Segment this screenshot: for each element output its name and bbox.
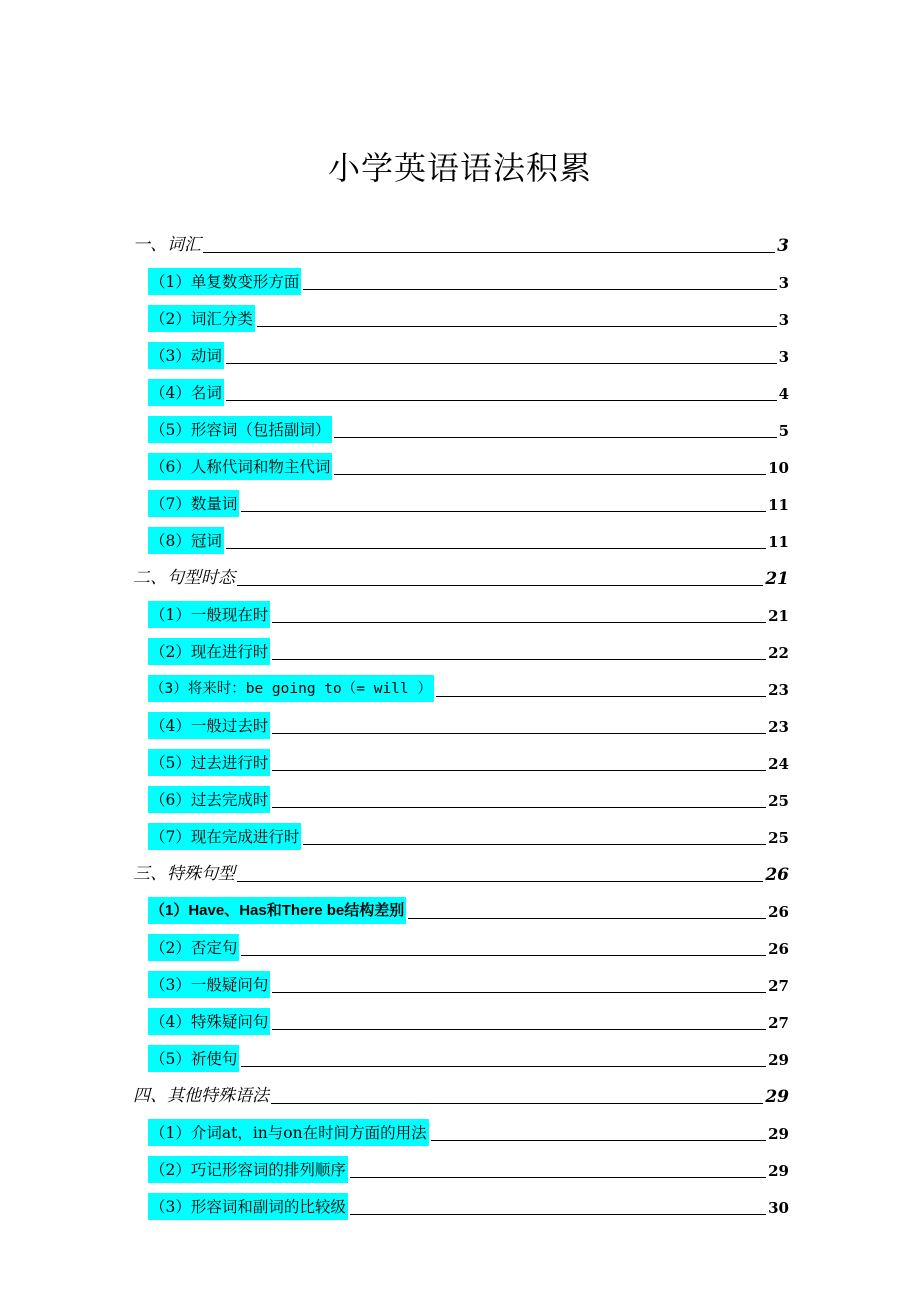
- toc-page-number: 21: [765, 569, 789, 589]
- toc-entry-have-has-there-be[interactable]: [148, 894, 789, 924]
- toc-leader-line: [350, 1176, 766, 1178]
- toc-leader-line: [272, 1028, 766, 1030]
- toc-entry-simple-present[interactable]: [148, 598, 789, 628]
- toc-leader-line: [241, 510, 766, 512]
- toc-entry-nouns[interactable]: [148, 376, 789, 406]
- toc-entry-adjectives[interactable]: [148, 413, 789, 443]
- toc-entry-label: （5）祈使句: [148, 1045, 239, 1072]
- toc-entry-comparatives[interactable]: [148, 1190, 789, 1220]
- toc-leader-line: [226, 362, 777, 364]
- toc-section-other-grammar[interactable]: [133, 1079, 789, 1109]
- toc-entry-adjective-order[interactable]: [148, 1153, 789, 1183]
- toc-page-number: 22: [768, 644, 789, 662]
- toc-entry-label: 二、句型时态: [133, 568, 235, 588]
- toc-entry-label: 四、其他特殊语法: [133, 1086, 269, 1106]
- toc-page-number: 23: [768, 681, 789, 699]
- toc-entry-label: （5）形容词（包括副词）: [148, 416, 332, 443]
- toc-entry-yes-no-questions[interactable]: [148, 968, 789, 998]
- toc-entry-label: （4）名词: [148, 379, 224, 406]
- toc-section-special-sentences[interactable]: [133, 857, 789, 887]
- toc-leader-line: [350, 1213, 766, 1215]
- toc-entry-time-prepositions[interactable]: [148, 1116, 789, 1146]
- toc-entry-label: （5）过去进行时: [148, 749, 270, 776]
- toc-entry-label: （6）人称代词和物主代词: [148, 453, 332, 480]
- toc-leader-line: [334, 436, 776, 438]
- toc-entry-label: （6）过去完成时: [148, 786, 270, 813]
- toc-page-number: 24: [768, 755, 789, 773]
- toc-entry-label: （2）现在进行时: [148, 638, 270, 665]
- toc-entry-label: （3）一般疑问句: [148, 971, 270, 998]
- toc-page-number: 29: [768, 1051, 789, 1069]
- toc-leader-line: [241, 1065, 766, 1067]
- toc-page-number: 5: [778, 422, 789, 440]
- toc-entry-label: （1）介词at，in与on在时间方面的用法: [148, 1119, 429, 1146]
- toc-page-number: 25: [768, 792, 789, 810]
- toc-page-number: 29: [768, 1162, 789, 1180]
- toc-leader-line: [271, 1102, 763, 1104]
- toc-entry-articles[interactable]: [148, 524, 789, 554]
- toc-page-number: 27: [768, 1014, 789, 1032]
- toc-entry-label: （1）单复数变形方面: [148, 268, 301, 295]
- toc-entry-negative-sentences[interactable]: [148, 931, 789, 961]
- toc-entry-plural-forms[interactable]: [148, 265, 789, 295]
- toc-entry-past-continuous[interactable]: [148, 746, 789, 776]
- toc-page-number: 27: [768, 977, 789, 995]
- toc-leader-line: [272, 621, 766, 623]
- toc-entry-label: （7）现在完成进行时: [148, 823, 301, 850]
- toc-page-number: 4: [778, 385, 789, 403]
- toc-entry-label: 三、特殊句型: [133, 864, 235, 884]
- toc-page-number: 3: [778, 348, 789, 366]
- toc-leader-line: [334, 473, 766, 475]
- toc-entry-wh-questions[interactable]: [148, 1005, 789, 1035]
- toc-leader-line: [272, 991, 766, 993]
- toc-entry-label: （2）否定句: [148, 934, 239, 961]
- toc-page-number: 21: [768, 607, 789, 625]
- toc-entry-past-perfect[interactable]: [148, 783, 789, 813]
- toc-entry-label: （1）Have、Has和There be结构差别: [148, 897, 406, 924]
- toc-leader-line: [272, 769, 766, 771]
- toc-page-number: 29: [765, 1087, 789, 1107]
- toc-page-number: 30: [768, 1199, 789, 1217]
- toc-entry-label: （1）一般现在时: [148, 601, 270, 628]
- toc-page-number: 25: [768, 829, 789, 847]
- toc-page-number: 29: [768, 1125, 789, 1143]
- toc-entry-simple-past[interactable]: [148, 709, 789, 739]
- toc-leader-line: [303, 288, 776, 290]
- toc-page-number: 11: [768, 496, 789, 514]
- toc-entry-label: 一、词汇: [133, 235, 201, 255]
- toc-page-number: 10: [768, 459, 789, 477]
- toc-entry-present-perfect-continuous[interactable]: [148, 820, 789, 850]
- toc-entry-label: （3）形容词和副词的比较级: [148, 1193, 348, 1220]
- toc-section-vocabulary[interactable]: [133, 228, 789, 258]
- toc-section-tenses[interactable]: [133, 561, 789, 591]
- toc-page-number: 26: [768, 903, 789, 921]
- toc-leader-line: [226, 399, 777, 401]
- toc-entry-label: （4）一般过去时: [148, 712, 270, 739]
- toc-leader-line: [237, 584, 763, 586]
- toc-entry-pronouns[interactable]: [148, 450, 789, 480]
- toc-leader-line: [257, 325, 777, 327]
- toc-entry-label: （2）巧记形容词的排列顺序: [148, 1156, 348, 1183]
- toc-leader-line: [203, 251, 775, 253]
- toc-leader-line: [436, 695, 766, 697]
- toc-leader-line: [408, 917, 766, 919]
- toc-entry-numerals[interactable]: [148, 487, 789, 517]
- toc-entry-label: （4）特殊疑问句: [148, 1008, 270, 1035]
- toc-leader-line: [431, 1139, 767, 1141]
- toc-leader-line: [272, 658, 766, 660]
- toc-entry-label: （2）词汇分类: [148, 305, 255, 332]
- toc-entry-label: （3）将来时：be going to（= will ）: [148, 675, 434, 702]
- document-title: 小学英语语法积累: [327, 149, 592, 187]
- toc-entry-label: （3）动词: [148, 342, 224, 369]
- toc-entry-label: （8）冠词: [148, 527, 224, 554]
- toc-leader-line: [272, 806, 766, 808]
- toc-page-number: 23: [768, 718, 789, 736]
- toc-leader-line: [272, 732, 766, 734]
- toc-leader-line: [237, 880, 763, 882]
- toc-page-number: 26: [765, 865, 789, 885]
- toc-entry-future-tense[interactable]: [148, 672, 789, 702]
- toc-page-number: 3: [778, 311, 789, 329]
- toc-entry-verbs[interactable]: [148, 339, 789, 369]
- toc-leader-line: [303, 843, 766, 845]
- toc-entry-present-continuous[interactable]: [148, 635, 789, 665]
- toc-leader-line: [226, 547, 766, 549]
- toc-page-number: 11: [768, 533, 789, 551]
- toc-entry-word-classes[interactable]: [148, 302, 789, 332]
- toc-entry-label: （7）数量词: [148, 490, 239, 517]
- toc-page-number: 3: [777, 236, 789, 256]
- toc-entry-imperatives[interactable]: [148, 1042, 789, 1072]
- toc-page-number: 3: [778, 274, 789, 292]
- toc-page-number: 26: [768, 940, 789, 958]
- toc-leader-line: [241, 954, 766, 956]
